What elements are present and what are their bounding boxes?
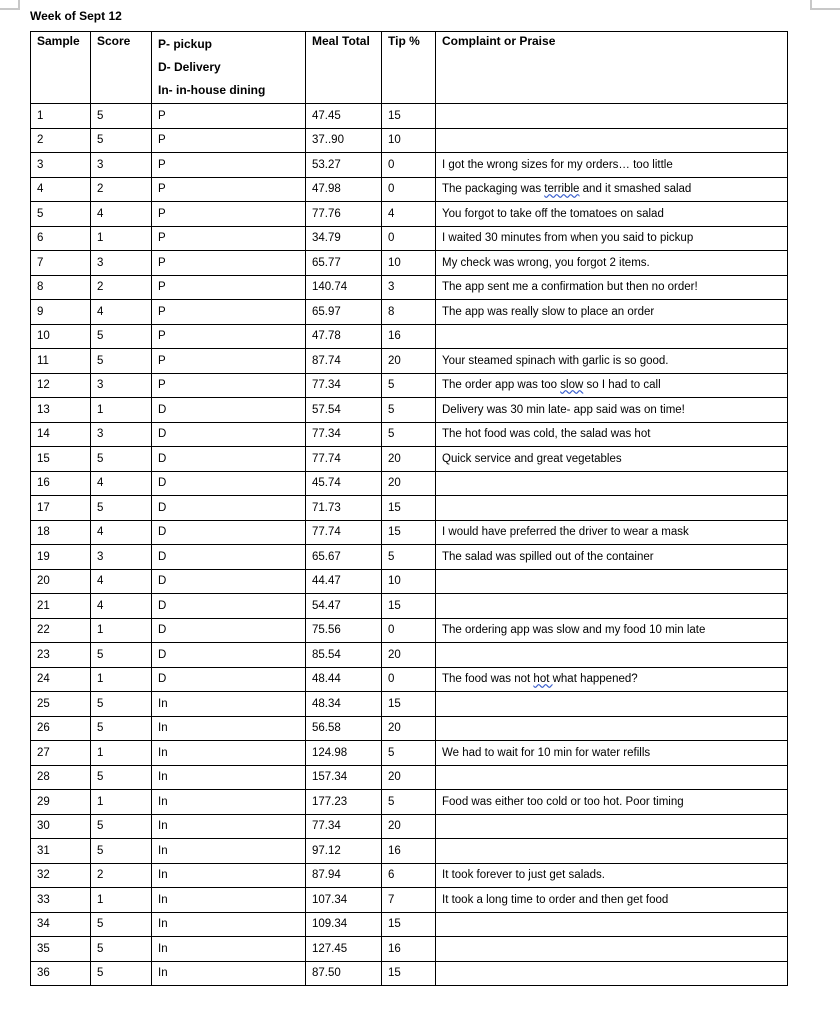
cell-score: 5 xyxy=(91,814,152,839)
cell-meal-total: 48.44 xyxy=(306,667,382,692)
header-order-type xyxy=(152,32,306,104)
cell-order-type: D xyxy=(152,545,306,570)
table-row xyxy=(31,349,788,374)
cell-meal-total: 107.34 xyxy=(306,888,382,913)
cell-score: 5 xyxy=(91,447,152,472)
cell-tip: 20 xyxy=(382,349,436,374)
cell-comment: I would have preferred the driver to wear a mask xyxy=(436,520,788,545)
cell-comment: The hot food was cold, the salad was hot xyxy=(436,422,788,447)
header-sample: Sample xyxy=(31,32,91,104)
cell-score: 1 xyxy=(91,226,152,251)
cell-comment: I got the wrong sizes for my orders… too little xyxy=(436,153,788,178)
table-row xyxy=(31,177,788,202)
cell-sample: 27 xyxy=(31,741,91,766)
table-row xyxy=(31,667,788,692)
cell-order-type: In xyxy=(152,912,306,937)
cell-sample: 16 xyxy=(31,471,91,496)
table-row xyxy=(31,912,788,937)
cell-meal-total: 157.34 xyxy=(306,765,382,790)
cell-sample: 35 xyxy=(31,937,91,962)
cell-meal-total: 77.34 xyxy=(306,373,382,398)
cell-sample: 33 xyxy=(31,888,91,913)
cell-comment: You forgot to take off the tomatoes on salad xyxy=(436,202,788,227)
cell-score: 1 xyxy=(91,398,152,423)
table-row xyxy=(31,447,788,472)
table-row xyxy=(31,226,788,251)
cell-tip: 20 xyxy=(382,447,436,472)
cell-order-type: P xyxy=(152,202,306,227)
table-row xyxy=(31,863,788,888)
cell-sample: 9 xyxy=(31,300,91,325)
cell-meal-total: 85.54 xyxy=(306,643,382,668)
table-row xyxy=(31,422,788,447)
cell-comment: The app sent me a confirmation but then no order! xyxy=(436,275,788,300)
cell-order-type: In xyxy=(152,692,306,717)
cell-sample: 18 xyxy=(31,520,91,545)
table-row xyxy=(31,961,788,986)
cell-meal-total: 109.34 xyxy=(306,912,382,937)
cell-comment: It took forever to just get salads. xyxy=(436,863,788,888)
cell-meal-total: 65.77 xyxy=(306,251,382,276)
cell-meal-total: 47.98 xyxy=(306,177,382,202)
table-row xyxy=(31,618,788,643)
cell-tip: 20 xyxy=(382,765,436,790)
cell-score: 5 xyxy=(91,716,152,741)
header-meal-total: Meal Total xyxy=(306,32,382,104)
cell-tip: 15 xyxy=(382,496,436,521)
table-row xyxy=(31,104,788,129)
cell-score: 3 xyxy=(91,251,152,276)
cell-order-type: P xyxy=(152,373,306,398)
cell-sample: 36 xyxy=(31,961,91,986)
cell-order-type: D xyxy=(152,398,306,423)
cell-order-type: P xyxy=(152,104,306,129)
cell-sample: 14 xyxy=(31,422,91,447)
cell-order-type: In xyxy=(152,961,306,986)
cell-order-type: D xyxy=(152,447,306,472)
cell-score: 3 xyxy=(91,373,152,398)
cell-meal-total: 77.76 xyxy=(306,202,382,227)
cell-sample: 3 xyxy=(31,153,91,178)
cell-comment: Delivery was 30 min late- app said was on time! xyxy=(436,398,788,423)
cell-comment xyxy=(436,765,788,790)
cell-tip: 16 xyxy=(382,839,436,864)
table-row xyxy=(31,790,788,815)
cell-sample: 28 xyxy=(31,765,91,790)
cell-score: 5 xyxy=(91,349,152,374)
cell-comment xyxy=(436,937,788,962)
header-type-delivery: D- Delivery xyxy=(158,60,221,74)
cell-meal-total: 71.73 xyxy=(306,496,382,521)
cell-sample: 2 xyxy=(31,128,91,153)
table-row xyxy=(31,765,788,790)
cell-score: 1 xyxy=(91,618,152,643)
cell-meal-total: 87.50 xyxy=(306,961,382,986)
header-type-pickup: P- pickup xyxy=(158,37,213,51)
cell-sample: 15 xyxy=(31,447,91,472)
cell-sample: 17 xyxy=(31,496,91,521)
table-row xyxy=(31,937,788,962)
cell-meal-total: 54.47 xyxy=(306,594,382,619)
cell-order-type: In xyxy=(152,765,306,790)
cell-comment xyxy=(436,716,788,741)
cell-order-type: D xyxy=(152,643,306,668)
cell-tip: 0 xyxy=(382,667,436,692)
cell-tip: 15 xyxy=(382,692,436,717)
document-title: Week of Sept 12 xyxy=(30,9,122,23)
cell-tip: 0 xyxy=(382,177,436,202)
cell-score: 1 xyxy=(91,790,152,815)
cell-order-type: P xyxy=(152,153,306,178)
cell-order-type: In xyxy=(152,937,306,962)
cell-score: 5 xyxy=(91,128,152,153)
table-row xyxy=(31,545,788,570)
cell-tip: 15 xyxy=(382,912,436,937)
cell-meal-total: 47.45 xyxy=(306,104,382,129)
cell-order-type: D xyxy=(152,422,306,447)
cell-tip: 5 xyxy=(382,741,436,766)
cell-order-type: P xyxy=(152,324,306,349)
cell-meal-total: 53.27 xyxy=(306,153,382,178)
header-comment: Complaint or Praise xyxy=(436,32,788,104)
cell-tip: 15 xyxy=(382,961,436,986)
cell-score: 4 xyxy=(91,471,152,496)
cell-meal-total: 57.54 xyxy=(306,398,382,423)
cell-meal-total: 77.74 xyxy=(306,447,382,472)
cell-order-type: P xyxy=(152,226,306,251)
cell-meal-total: 77.34 xyxy=(306,422,382,447)
cell-order-type: P xyxy=(152,349,306,374)
cell-sample: 4 xyxy=(31,177,91,202)
cell-sample: 7 xyxy=(31,251,91,276)
spellcheck-underline: terrible xyxy=(544,183,580,196)
cell-comment xyxy=(436,961,788,986)
page-corner-mark-left xyxy=(0,0,20,10)
cell-order-type: In xyxy=(152,814,306,839)
table-row xyxy=(31,888,788,913)
cell-meal-total: 97.12 xyxy=(306,839,382,864)
cell-score: 3 xyxy=(91,545,152,570)
table-row xyxy=(31,153,788,178)
cell-score: 5 xyxy=(91,324,152,349)
cell-tip: 20 xyxy=(382,643,436,668)
cell-comment xyxy=(436,324,788,349)
table-row xyxy=(31,716,788,741)
cell-score: 4 xyxy=(91,594,152,619)
cell-order-type: D xyxy=(152,594,306,619)
cell-meal-total: 44.47 xyxy=(306,569,382,594)
cell-score: 5 xyxy=(91,937,152,962)
spellcheck-underline: slow xyxy=(560,379,584,392)
cell-order-type: D xyxy=(152,667,306,692)
table-row xyxy=(31,643,788,668)
table-row xyxy=(31,594,788,619)
cell-sample: 13 xyxy=(31,398,91,423)
cell-meal-total: 87.74 xyxy=(306,349,382,374)
feedback-table xyxy=(30,31,788,986)
header-type-inhouse: In- in-house dining xyxy=(158,83,266,97)
table-row xyxy=(31,275,788,300)
cell-meal-total: 140.74 xyxy=(306,275,382,300)
cell-comment: Your steamed spinach with garlic is so good. xyxy=(436,349,788,374)
cell-score: 2 xyxy=(91,863,152,888)
cell-score: 5 xyxy=(91,692,152,717)
cell-tip: 5 xyxy=(382,790,436,815)
cell-tip: 20 xyxy=(382,716,436,741)
cell-comment xyxy=(436,912,788,937)
cell-tip: 10 xyxy=(382,569,436,594)
cell-sample: 22 xyxy=(31,618,91,643)
page-corner-mark-right xyxy=(810,0,840,10)
cell-order-type: In xyxy=(152,741,306,766)
cell-meal-total: 77.34 xyxy=(306,814,382,839)
table-row xyxy=(31,202,788,227)
header-score: Score xyxy=(91,32,152,104)
cell-comment xyxy=(436,569,788,594)
cell-comment: The salad was spilled out of the container xyxy=(436,545,788,570)
cell-score: 3 xyxy=(91,422,152,447)
cell-score: 1 xyxy=(91,741,152,766)
cell-sample: 23 xyxy=(31,643,91,668)
header-tip: Tip % xyxy=(382,32,436,104)
cell-comment: Food was either too cold or too hot. Poor timing xyxy=(436,790,788,815)
cell-sample: 8 xyxy=(31,275,91,300)
table-row xyxy=(31,496,788,521)
cell-meal-total: 37..90 xyxy=(306,128,382,153)
cell-meal-total: 65.67 xyxy=(306,545,382,570)
table-body xyxy=(31,104,788,986)
cell-order-type: D xyxy=(152,618,306,643)
table-row xyxy=(31,520,788,545)
cell-tip: 0 xyxy=(382,153,436,178)
table-row xyxy=(31,569,788,594)
cell-comment xyxy=(436,643,788,668)
cell-score: 5 xyxy=(91,912,152,937)
cell-tip: 15 xyxy=(382,520,436,545)
cell-comment: The packaging was terrible and it smashed salad xyxy=(436,177,788,202)
cell-comment xyxy=(436,594,788,619)
cell-order-type: D xyxy=(152,471,306,496)
cell-comment: It took a long time to order and then get food xyxy=(436,888,788,913)
cell-order-type: In xyxy=(152,839,306,864)
cell-tip: 3 xyxy=(382,275,436,300)
cell-tip: 5 xyxy=(382,545,436,570)
cell-comment: The order app was too slow so I had to call xyxy=(436,373,788,398)
cell-order-type: D xyxy=(152,520,306,545)
cell-comment xyxy=(436,839,788,864)
cell-sample: 12 xyxy=(31,373,91,398)
cell-sample: 6 xyxy=(31,226,91,251)
cell-score: 5 xyxy=(91,496,152,521)
cell-score: 2 xyxy=(91,275,152,300)
table-header-row xyxy=(31,32,788,104)
cell-meal-total: 65.97 xyxy=(306,300,382,325)
cell-sample: 1 xyxy=(31,104,91,129)
cell-meal-total: 87.94 xyxy=(306,863,382,888)
cell-sample: 11 xyxy=(31,349,91,374)
cell-order-type: In xyxy=(152,790,306,815)
cell-comment xyxy=(436,814,788,839)
cell-tip: 16 xyxy=(382,324,436,349)
cell-score: 2 xyxy=(91,177,152,202)
cell-sample: 34 xyxy=(31,912,91,937)
cell-score: 5 xyxy=(91,765,152,790)
cell-score: 4 xyxy=(91,202,152,227)
table-row xyxy=(31,373,788,398)
cell-score: 4 xyxy=(91,300,152,325)
cell-tip: 8 xyxy=(382,300,436,325)
cell-comment: My check was wrong, you forgot 2 items. xyxy=(436,251,788,276)
cell-tip: 16 xyxy=(382,937,436,962)
cell-tip: 5 xyxy=(382,398,436,423)
cell-tip: 10 xyxy=(382,128,436,153)
cell-score: 5 xyxy=(91,104,152,129)
cell-meal-total: 34.79 xyxy=(306,226,382,251)
cell-comment: I waited 30 minutes from when you said to pickup xyxy=(436,226,788,251)
table-row xyxy=(31,128,788,153)
cell-sample: 10 xyxy=(31,324,91,349)
table-row xyxy=(31,251,788,276)
cell-score: 5 xyxy=(91,839,152,864)
cell-sample: 5 xyxy=(31,202,91,227)
cell-tip: 0 xyxy=(382,226,436,251)
cell-comment: The app was really slow to place an order xyxy=(436,300,788,325)
cell-comment: We had to wait for 10 min for water refills xyxy=(436,741,788,766)
cell-order-type: P xyxy=(152,300,306,325)
cell-meal-total: 77.74 xyxy=(306,520,382,545)
cell-score: 5 xyxy=(91,643,152,668)
table-row xyxy=(31,839,788,864)
cell-meal-total: 124.98 xyxy=(306,741,382,766)
cell-sample: 20 xyxy=(31,569,91,594)
table-row xyxy=(31,300,788,325)
cell-tip: 5 xyxy=(382,373,436,398)
cell-tip: 7 xyxy=(382,888,436,913)
cell-order-type: P xyxy=(152,177,306,202)
cell-score: 5 xyxy=(91,961,152,986)
cell-order-type: P xyxy=(152,251,306,276)
cell-tip: 10 xyxy=(382,251,436,276)
cell-tip: 4 xyxy=(382,202,436,227)
cell-sample: 26 xyxy=(31,716,91,741)
cell-meal-total: 75.56 xyxy=(306,618,382,643)
table-row xyxy=(31,471,788,496)
table-row xyxy=(31,324,788,349)
cell-comment xyxy=(436,104,788,129)
cell-sample: 30 xyxy=(31,814,91,839)
cell-sample: 24 xyxy=(31,667,91,692)
table-row xyxy=(31,398,788,423)
cell-score: 3 xyxy=(91,153,152,178)
cell-comment xyxy=(436,496,788,521)
cell-comment xyxy=(436,692,788,717)
cell-meal-total: 48.34 xyxy=(306,692,382,717)
cell-score: 4 xyxy=(91,569,152,594)
cell-sample: 19 xyxy=(31,545,91,570)
table-row xyxy=(31,692,788,717)
cell-order-type: In xyxy=(152,888,306,913)
cell-order-type: In xyxy=(152,863,306,888)
cell-sample: 31 xyxy=(31,839,91,864)
table-row xyxy=(31,741,788,766)
cell-score: 1 xyxy=(91,667,152,692)
table-row xyxy=(31,814,788,839)
cell-comment xyxy=(436,471,788,496)
cell-tip: 15 xyxy=(382,104,436,129)
cell-sample: 25 xyxy=(31,692,91,717)
cell-meal-total: 177.23 xyxy=(306,790,382,815)
cell-order-type: P xyxy=(152,275,306,300)
cell-tip: 6 xyxy=(382,863,436,888)
cell-tip: 20 xyxy=(382,814,436,839)
cell-tip: 20 xyxy=(382,471,436,496)
cell-comment: The food was not hot what happened? xyxy=(436,667,788,692)
cell-order-type: D xyxy=(152,569,306,594)
cell-order-type: D xyxy=(152,496,306,521)
cell-sample: 21 xyxy=(31,594,91,619)
cell-tip: 15 xyxy=(382,594,436,619)
cell-sample: 29 xyxy=(31,790,91,815)
cell-meal-total: 127.45 xyxy=(306,937,382,962)
cell-score: 4 xyxy=(91,520,152,545)
cell-sample: 32 xyxy=(31,863,91,888)
cell-order-type: In xyxy=(152,716,306,741)
cell-score: 1 xyxy=(91,888,152,913)
cell-tip: 0 xyxy=(382,618,436,643)
cell-comment xyxy=(436,128,788,153)
cell-comment: The ordering app was slow and my food 10 min late xyxy=(436,618,788,643)
cell-meal-total: 47.78 xyxy=(306,324,382,349)
spellcheck-underline: hot xyxy=(533,673,553,686)
cell-tip: 5 xyxy=(382,422,436,447)
cell-comment: Quick service and great vegetables xyxy=(436,447,788,472)
cell-meal-total: 56.58 xyxy=(306,716,382,741)
cell-meal-total: 45.74 xyxy=(306,471,382,496)
cell-order-type: P xyxy=(152,128,306,153)
